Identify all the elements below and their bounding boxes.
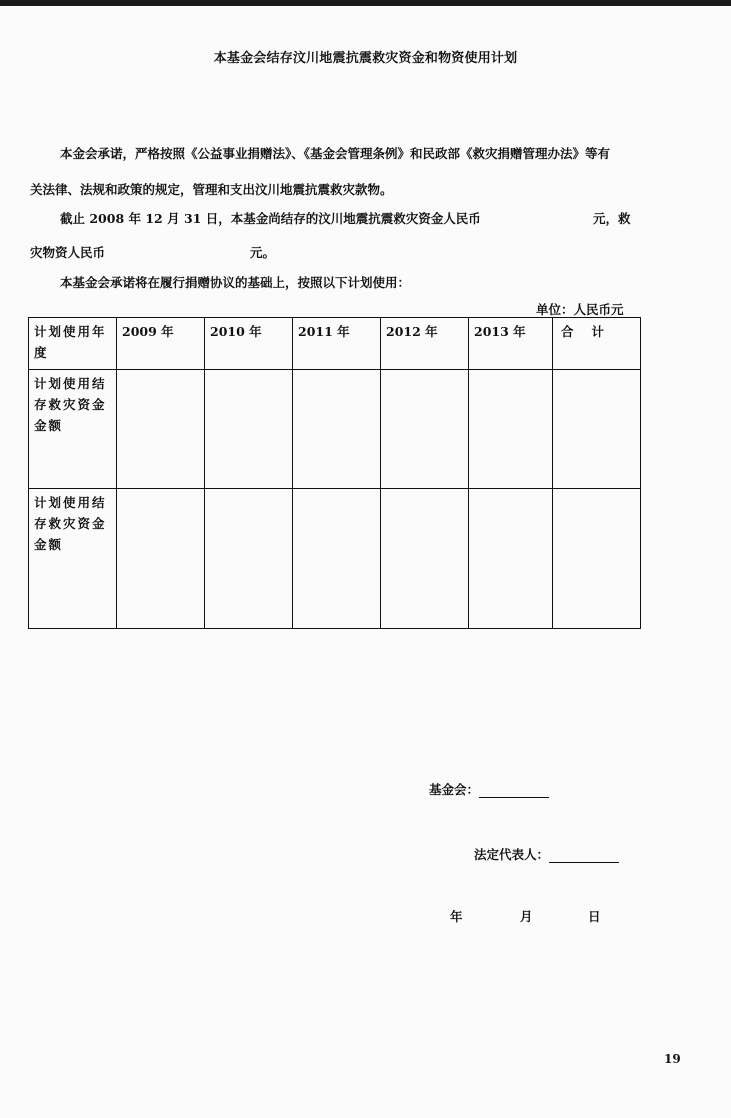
paragraph-plan-intro: 本基金会承诺将在履行捐赠协议的基础上，按照以下计划使用： [60,275,411,290]
foundation-signature-line[interactable] [479,782,549,798]
paragraph-balance-line1-end: 元，救 [593,211,631,226]
header-2013: 2013 年 [469,318,553,370]
foundation-label: 基金会： [429,782,480,797]
paragraph-commitment-line2: 关法律、法规和政策的规定，管理和支出汶川地震抗震救灾款物。 [30,182,393,197]
row-label: 计划使用结存救灾资金金额 [29,370,117,488]
header-2011: 2011 年 [293,318,381,370]
representative-signature [474,845,619,863]
table-row [29,488,641,628]
header-total: 合计 [553,318,641,370]
scan-border [0,0,731,6]
table-header-row [29,318,641,370]
table-cell [553,370,641,488]
paragraph-balance-line2-end: 元。 [250,245,276,260]
row-label: 计划使用结存救灾资金金额 [29,488,117,628]
table-cell [293,488,381,628]
date-year: 年 [450,909,463,924]
usage-plan-table [28,317,641,629]
page-title: 本基金会结存汶川地震抗震救灾资金和物资使用计划 [213,51,518,66]
header-2010: 2010 年 [205,318,293,370]
paragraph-balance-line1: 截止 2008 年 12 月 31 日，本基金尚结存的汶川地震抗震救灾资金人民币 [60,211,481,226]
paragraph-balance-line2: 灾物资人民币 [30,245,106,260]
date-month: 月 [520,909,533,924]
table-row [29,370,641,488]
representative-signature-line[interactable] [549,847,619,863]
table-cell [469,370,553,488]
header-year-label: 计划使用年度 [29,318,117,370]
paragraph-commitment-line1: 本金会承诺，严格按照《公益事业捐赠法》、《基金会管理条例》和民政部《救灾捐赠管理办法》等有 [60,146,611,161]
date-day: 日 [588,909,601,924]
table-cell [381,488,469,628]
table-cell [205,370,293,488]
unit-label: 单位：人民币元 [536,302,624,317]
representative-label: 法定代表人： [474,847,550,862]
table-cell [381,370,469,488]
header-2009: 2009 年 [117,318,205,370]
foundation-signature [429,780,549,798]
header-2012: 2012 年 [381,318,469,370]
table-cell [469,488,553,628]
table-cell [205,488,293,628]
table-cell [117,370,205,488]
table-cell [293,370,381,488]
table-cell [553,488,641,628]
page-number: 19 [664,1052,681,1066]
table-cell [117,488,205,628]
